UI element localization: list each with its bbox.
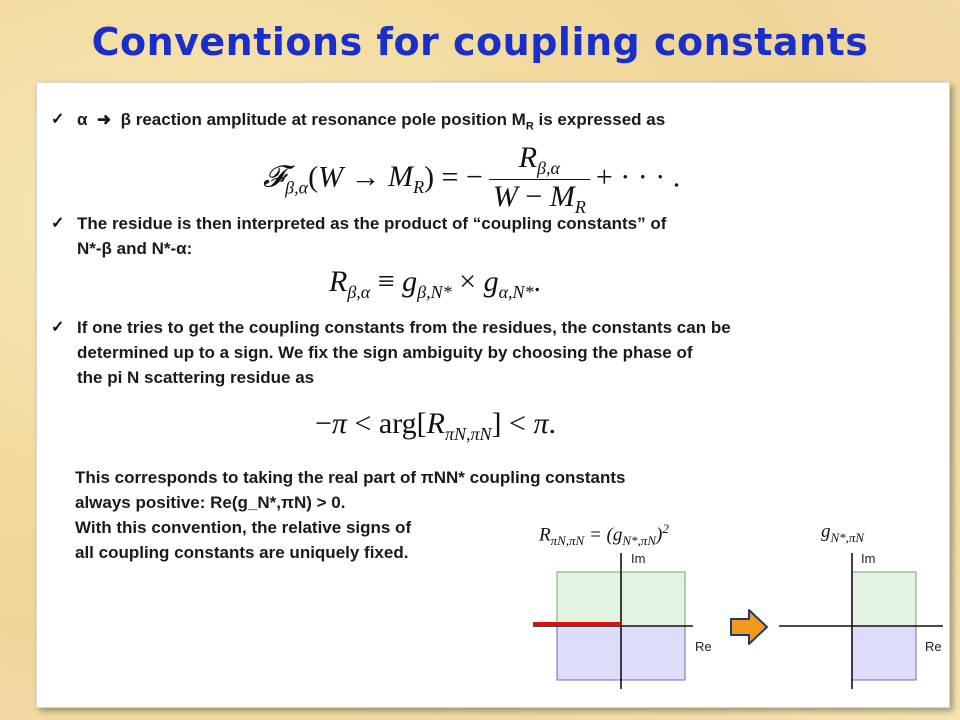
bullet-1-tail: is expressed as [533,110,666,129]
right-complex-plane [777,553,947,703]
bullet-1-text: β reaction amplitude at resonance pole position M [120,110,526,129]
left-im-label: Im [631,551,646,566]
bullet-3-line2: determined up to a sign. We fix the sign ambiguity by choosing the phase of [77,343,693,362]
right-diagram-formula: $g_{N*,\pi N}$ [821,521,865,545]
check-icon: ✓ [51,215,65,232]
upper-right-region [852,572,916,626]
lower-right-region [852,626,916,680]
slide-title: Conventions for coupling constants [91,20,869,64]
para-line4: all coupling constants are uniquely fixed. [75,543,409,562]
content-panel [36,82,950,708]
formula-amplitude: 𝓕$_{\beta,\alpha}$(W → $M_R$) = − $\frac{R_{\beta,\alpha}}{W - M_R}$ + · · · . [263,141,681,217]
bullet-1 [51,107,666,139]
left-re-label: Re [695,639,712,654]
bullet-1-sub: R [525,120,534,133]
convention-paragraph [75,465,625,565]
transform-arrow-icon [727,607,771,647]
bullet-3 [51,315,731,390]
formula-arg: $-\pi < arg[R_{\pi N,\pi N}] < \pi$. [315,407,556,444]
para-line2: always positive: Re(g_N*,πN) > 0. [75,493,346,512]
bullet-3-line3: the pi N scattering residue as [77,368,315,387]
bullet-2-line1: The residue is then interpreted as the product of “coupling constants” of [77,214,667,233]
right-arrow-icon: ➜ [92,110,116,129]
bullet-2 [51,211,667,261]
right-re-label: Re [925,639,942,654]
para-line1: This corresponds to taking the real part of πNN* coupling constants [75,468,626,487]
check-icon: ✓ [51,319,65,336]
formula-residue: $R_{\beta,\alpha} \equiv g_{\beta,N*} \times g_{\alpha,N*}$. [329,265,542,302]
bullet-2-line2: N*-β and N*-α: [77,239,193,258]
bullet-1-alpha: α [77,110,88,129]
right-im-label: Im [861,551,876,566]
para-line3: With this convention, the relative signs of [75,518,412,537]
left-complex-plane [527,553,697,703]
bullet-3-line1: If one tries to get the coupling constants from the residues, the constants can be [77,318,731,337]
left-diagram-formula: $R_{\pi N,\pi N} = (g_{N*,\pi N})^2$ [539,521,669,549]
check-icon: ✓ [51,111,65,128]
